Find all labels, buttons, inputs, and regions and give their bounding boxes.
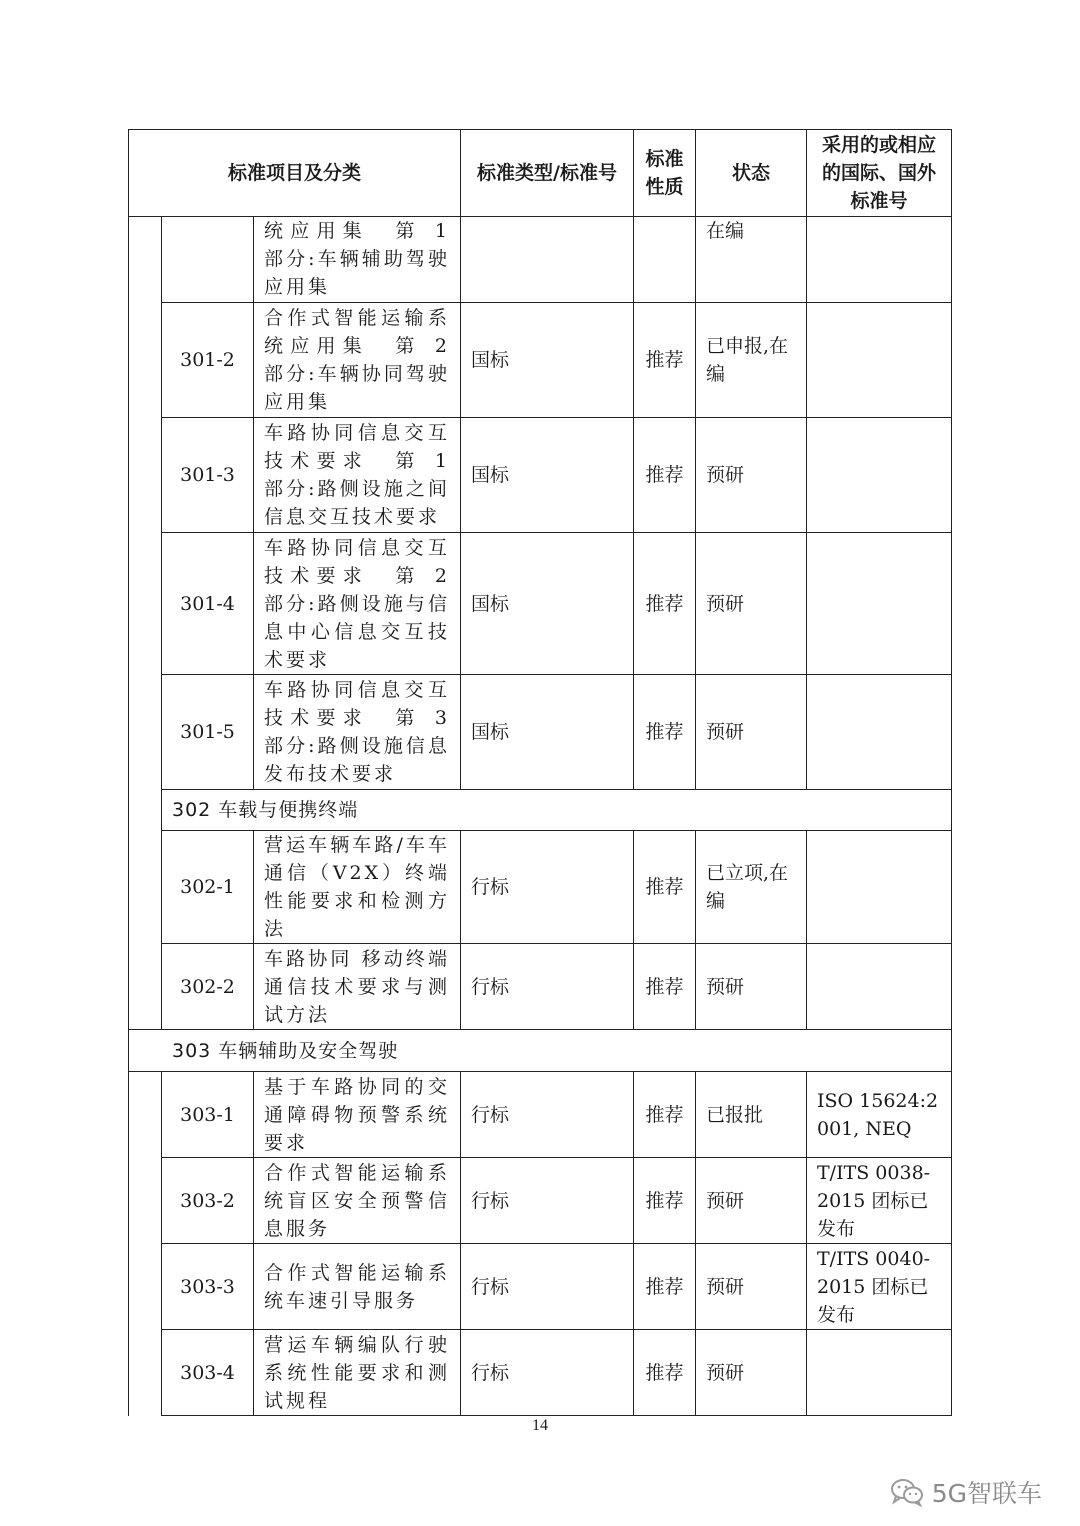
section-row-303 [129,1030,952,1072]
row-ref [807,944,952,1030]
row-id: 301-3 [162,418,254,533]
row-status: 预研 [696,1158,807,1244]
row-id: 303-3 [162,1244,254,1330]
row-title: 车路协同信息交互技术要求 第 1 部分:路侧设施之间信息交互技术要求 [254,418,461,533]
row-status: 预研 [696,418,807,533]
row-title: 营运车辆车路/车车通信（V2X）终端性能要求和检测方法 [254,831,461,944]
row-type: 行标 [461,1072,634,1158]
row-ref [807,303,952,418]
row-type [461,217,634,303]
watermark [890,1474,1042,1510]
row-ref [807,1330,952,1416]
row-type: 行标 [461,1330,634,1416]
row-type: 行标 [461,944,634,1030]
section-title-302: 302 车载与便携终端 [162,790,952,831]
header-type: 标准类型/标准号 [461,130,634,217]
row-title: 统应用集 第 1 部分:车辆辅助驾驶应用集 [254,217,461,303]
page-number: 14 [532,1417,548,1434]
table-row [129,418,952,533]
table-row [129,303,952,418]
row-ref: T/ITS 0040-2015 团标已发布 [807,1244,952,1330]
row-nature: 推荐 [634,675,696,790]
standards-table [128,129,952,1416]
row-nature: 推荐 [634,1072,696,1158]
row-id: 302-2 [162,944,254,1030]
row-status: 预研 [696,1244,807,1330]
header-reference: 采用的或相应的国际、国外标准号 [807,130,952,217]
row-status: 已申报,在编 [696,303,807,418]
row-nature: 推荐 [634,1158,696,1244]
row-nature: 推荐 [634,1330,696,1416]
row-ref [807,217,952,303]
table-row [129,1244,952,1330]
row-nature: 推荐 [634,418,696,533]
row-ref: T/ITS 0038-2015 团标已发布 [807,1158,952,1244]
row-title: 车路协同 移动终端通信技术要求与测试方法 [254,944,461,1030]
row-title: 基于车路协同的交通障碍物预警系统要求 [254,1072,461,1158]
row-type: 国标 [461,418,634,533]
row-status: 预研 [696,944,807,1030]
row-ref [807,533,952,675]
indent-cell [129,790,162,1030]
row-title: 车路协同信息交互技术要求 第 3 部分:路侧设施信息发布技术要求 [254,675,461,790]
row-title: 车路协同信息交互技术要求 第 2 部分:路侧设施与信息中心信息交互技术要求 [254,533,461,675]
table-row [129,533,952,675]
row-id: 302-1 [162,831,254,944]
row-id: 301-5 [162,675,254,790]
row-nature: 推荐 [634,533,696,675]
table-row [129,1330,952,1416]
row-status: 已立项,在编 [696,831,807,944]
row-title: 合作式智能运输系统应用集 第 2 部分:车辆协同驾驶应用集 [254,303,461,418]
row-ref [807,418,952,533]
row-status: 在编 [696,217,807,303]
table-row [129,1072,952,1158]
table-row [129,944,952,1030]
section-title-303: 303 车辆辅助及安全驾驶 [129,1030,952,1072]
header-nature: 标准性质 [634,130,696,217]
row-type: 行标 [461,1158,634,1244]
row-title: 合作式智能运输系统盲区安全预警信息服务 [254,1158,461,1244]
row-id: 303-2 [162,1158,254,1244]
row-ref: ISO 15624:2001, NEQ [807,1072,952,1158]
table-row [129,217,952,303]
row-type: 行标 [461,831,634,944]
header-item: 标准项目及分类 [129,130,461,217]
row-ref [807,831,952,944]
row-status: 预研 [696,1330,807,1416]
header-row [129,130,952,217]
row-type: 国标 [461,533,634,675]
row-status: 已报批 [696,1072,807,1158]
row-id: 303-1 [162,1072,254,1158]
table-row [129,675,952,790]
row-ref [807,675,952,790]
watermark-text: 5G智联车 [931,1479,1042,1508]
row-id: 301-2 [162,303,254,418]
row-nature: 推荐 [634,303,696,418]
row-title: 合作式智能运输系统车速引导服务 [254,1244,461,1330]
row-type: 国标 [461,303,634,418]
table-row [129,1158,952,1244]
row-status: 预研 [696,675,807,790]
indent-cell [129,217,162,790]
row-type: 国标 [461,675,634,790]
row-nature: 推荐 [634,944,696,1030]
indent-cell [129,1072,162,1416]
header-status: 状态 [696,130,807,217]
row-nature: 推荐 [634,831,696,944]
row-type: 行标 [461,1244,634,1330]
table-row [129,831,952,944]
row-status: 预研 [696,533,807,675]
section-row-302 [129,790,952,831]
row-nature [634,217,696,303]
wechat-icon [890,1477,924,1507]
row-title: 营运车辆编队行驶系统性能要求和测试规程 [254,1330,461,1416]
row-nature: 推荐 [634,1244,696,1330]
row-id: 303-4 [162,1330,254,1416]
row-id: 301-4 [162,533,254,675]
row-id [162,217,254,303]
